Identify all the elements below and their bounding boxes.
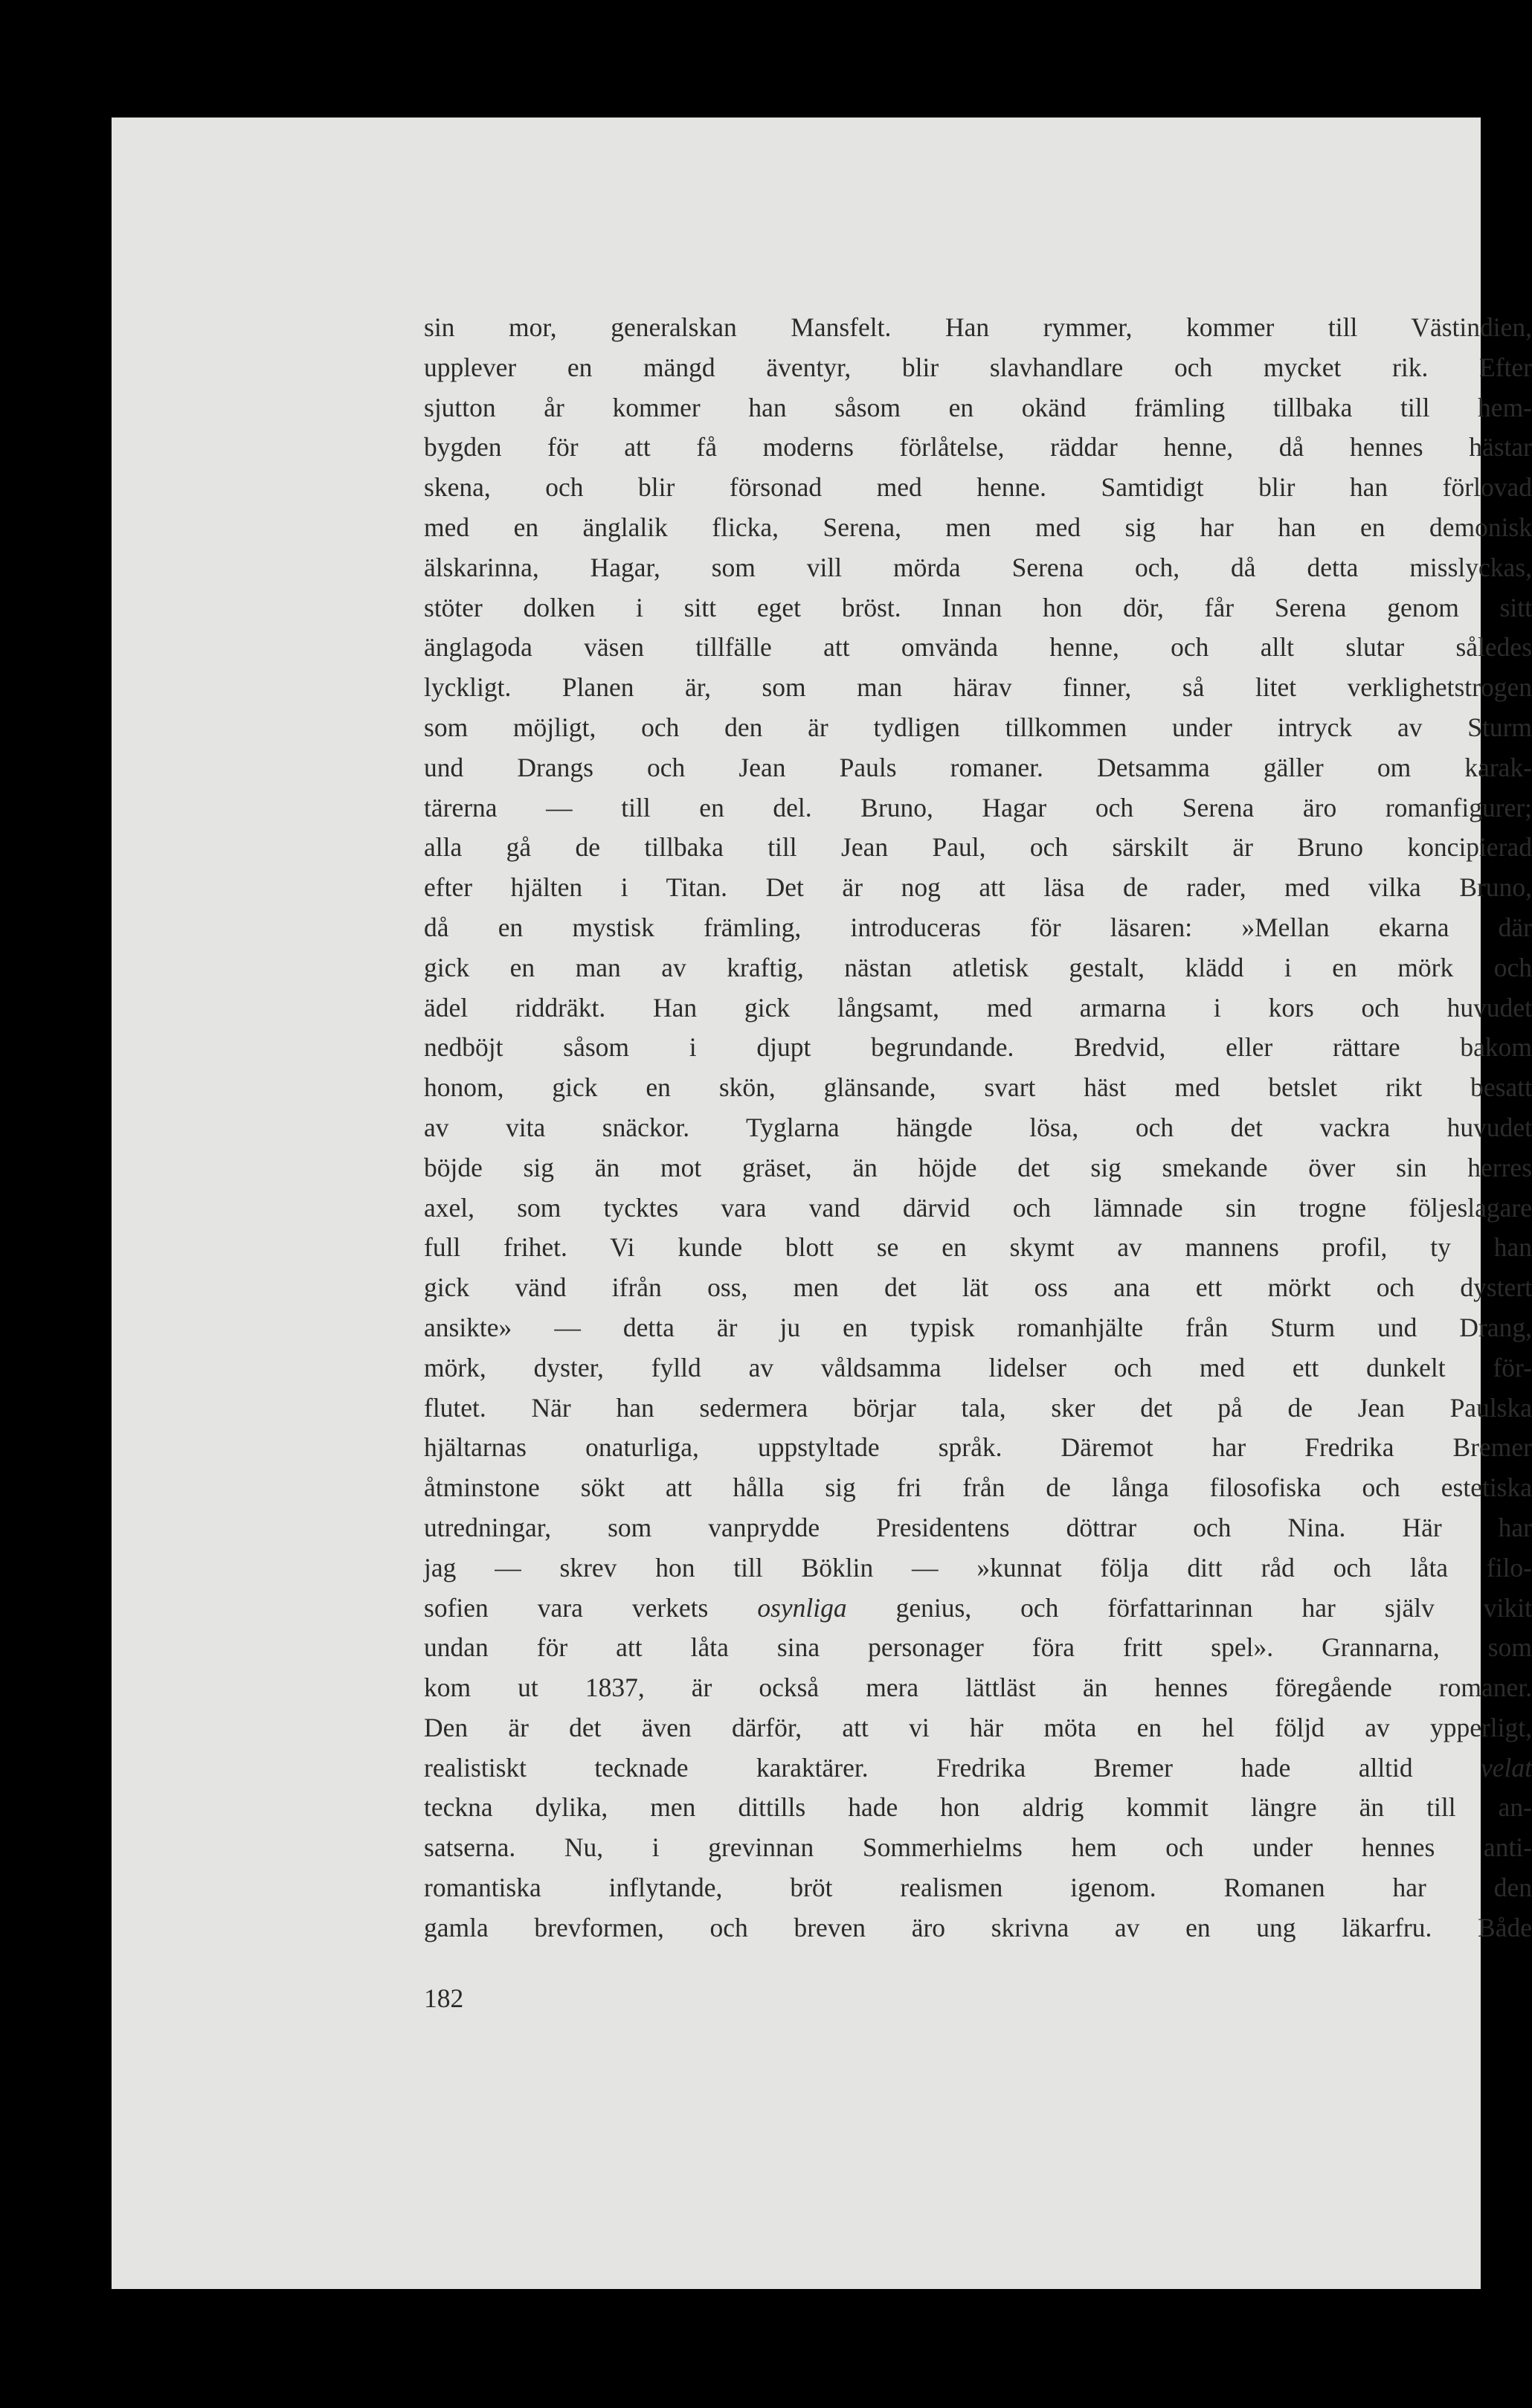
text-segment: skena, och blir försonad med henne. Samtidigt blir han förlovad (424, 472, 1532, 503)
text-line (424, 1108, 1532, 1148)
text-line (424, 1028, 1532, 1068)
text-line (424, 348, 1532, 388)
text-segment: satserna. Nu, i grevinnan Sommerhielms hem och under hennes anti- (424, 1832, 1532, 1863)
text-segment: flutet. När han sedermera börjar tala, sker det på de Jean Paulska (424, 1392, 1532, 1423)
text-segment: älskarinna, Hagar, som vill mörda Serena och, då detta misslyckas, (424, 552, 1532, 582)
text-line (424, 1348, 1532, 1388)
text-line (424, 708, 1532, 748)
text-segment: änglagoda väsen tillfälle att omvända henne, och allt slutar således (424, 632, 1532, 663)
text-line (424, 1148, 1532, 1188)
text-line (424, 1548, 1532, 1588)
text-segment: med en änglalik flicka, Serena, men med sig har han en demonisk (424, 512, 1532, 542)
text-segment: full frihet. Vi kunde blott se en skymt av mannens profil, ty han (424, 1232, 1532, 1263)
text-line (424, 788, 1532, 828)
text-segment: realistiskt tecknade karaktärer. Fredrika Bremer hade alltid (424, 1752, 1481, 1783)
text-segment: nedböjt såsom i djupt begrundande. Bredvid, eller rättare bakom (424, 1032, 1532, 1063)
text-segment: efter hjälten i Titan. Det är nog att läsa de rader, med vilka Bruno, (424, 872, 1532, 903)
text-line (424, 1308, 1532, 1348)
text-segment: genius, och författarinnan har själv vikit (846, 1592, 1532, 1623)
text-line (424, 548, 1532, 588)
text-segment: sjutton år kommer han såsom en okänd främling tillbaka till hem- (424, 392, 1532, 422)
text-line (424, 1468, 1532, 1508)
book-page (112, 117, 1532, 2289)
text-line (424, 1788, 1532, 1828)
text-line (424, 1668, 1532, 1708)
text-segment: gick en man av kraftig, nästan atletisk gestalt, klädd i en mörk och (424, 952, 1532, 982)
italic-text: osynliga (757, 1592, 847, 1623)
text-segment: lyckligt. Planen är, som man härav finner, så litet verklighetstrogen (424, 672, 1532, 703)
text-segment: Den är det även därför, att vi här möta en hel följd av ypperligt, (424, 1712, 1532, 1742)
text-line (424, 1588, 1532, 1629)
text-line (424, 1868, 1532, 1908)
text-line (424, 1068, 1532, 1108)
text-line (424, 1828, 1532, 1868)
text-segment: stöter dolken i sitt eget bröst. Innan hon dör, får Serena genom sitt (424, 592, 1532, 622)
text-line (424, 388, 1532, 428)
text-segment: upplever en mängd äventyr, blir slavhandlare och mycket rik. Efter (424, 352, 1532, 382)
text-line (424, 468, 1532, 508)
italic-text: velat (1481, 1752, 1532, 1783)
text-line (424, 828, 1532, 868)
text-segment: und Drangs och Jean Pauls romaner. Detsamma gäller om karak- (424, 752, 1532, 782)
text-line (424, 1428, 1532, 1468)
text-line (424, 948, 1532, 988)
text-line (424, 428, 1532, 468)
text-segment: kom ut 1837, är också mera lättläst än hennes föregående romaner. (424, 1673, 1532, 1703)
text-segment: böjde sig än mot gräset, än höjde det sig smekande över sin herres (424, 1152, 1532, 1182)
text-line (424, 1188, 1532, 1229)
text-line (424, 908, 1532, 948)
text-segment: axel, som tycktes vara vand därvid och lämnade sin trogne följeslagare (424, 1192, 1532, 1223)
text-segment: mörk, dyster, fylld av våldsamma lidelser och med ett dunkelt för- (424, 1352, 1532, 1382)
text-line (424, 1708, 1532, 1748)
text-line (424, 1628, 1532, 1668)
text-line (424, 628, 1532, 668)
text-segment: alla gå de tillbaka till Jean Paul, och särskilt är Bruno koncipierad (424, 832, 1532, 863)
text-line (424, 588, 1532, 628)
text-segment: tärerna — till en del. Bruno, Hagar och Serena äro romanfigurer; (424, 792, 1532, 822)
body-text (424, 308, 1532, 1948)
text-line (424, 1228, 1532, 1268)
text-segment: sin mor, generalskan Mansfelt. Han rymmer, kommer till Västindien, (424, 312, 1532, 342)
text-line (424, 1388, 1532, 1429)
text-segment: ansikte» — detta är ju en typisk romanhjälte från Sturm und Drang, (424, 1312, 1532, 1342)
text-segment: undan för att låta sina personager föra fritt spel». Grannarna, som (424, 1632, 1532, 1663)
text-line (424, 1268, 1532, 1308)
text-segment: honom, gick en skön, glänsande, svart häst med betslet rikt besatt (424, 1072, 1532, 1103)
page-number: 182 (424, 1983, 464, 2013)
text-segment: då en mystisk främling, introduceras för läsaren: »Mellan ekarna där (424, 912, 1532, 942)
text-segment: sofien vara verkets (424, 1592, 758, 1623)
text-segment: gamla brevformen, och breven äro skrivna av en ung läkarfru. Både (424, 1912, 1532, 1942)
text-segment: bygden för att få moderns förlåtelse, räddar henne, då hennes hästar (424, 432, 1532, 463)
text-line (424, 1908, 1532, 1948)
text-line (424, 1748, 1532, 1789)
text-segment: hjältarnas onaturliga, uppstyltade språk. Däremot har Fredrika Bremer (424, 1432, 1532, 1463)
text-segment: åtminstone sökt att hålla sig fri från de långa filosofiska och estetiska (424, 1472, 1532, 1503)
text-line (424, 988, 1532, 1028)
text-line (424, 308, 1532, 348)
text-segment: jag — skrev hon till Böklin — »kunnat följa ditt råd och låta filo- (424, 1552, 1532, 1583)
text-segment: av vita snäckor. Tyglarna hängde lösa, och det vackra huvudet (424, 1112, 1532, 1142)
text-line (424, 868, 1532, 908)
text-segment: teckna dylika, men dittills hade hon aldrig kommit längre än till an- (424, 1792, 1532, 1823)
text-line (424, 508, 1532, 548)
text-segment: ädel riddräkt. Han gick långsamt, med armarna i kors och huvudet (424, 992, 1532, 1023)
text-segment: som möjligt, och den är tydligen tillkommen under intryck av Sturm (424, 712, 1532, 742)
text-segment: utredningar, som vanprydde Presidentens döttrar och Nina. Här har (424, 1512, 1532, 1542)
text-line (424, 748, 1532, 788)
text-segment: gick vänd ifrån oss, men det lät oss ana ett mörkt och dystert (424, 1272, 1532, 1303)
text-line (424, 668, 1532, 708)
text-line (424, 1508, 1532, 1548)
text-segment: romantiska inflytande, bröt realismen igenom. Romanen har den (424, 1873, 1532, 1903)
